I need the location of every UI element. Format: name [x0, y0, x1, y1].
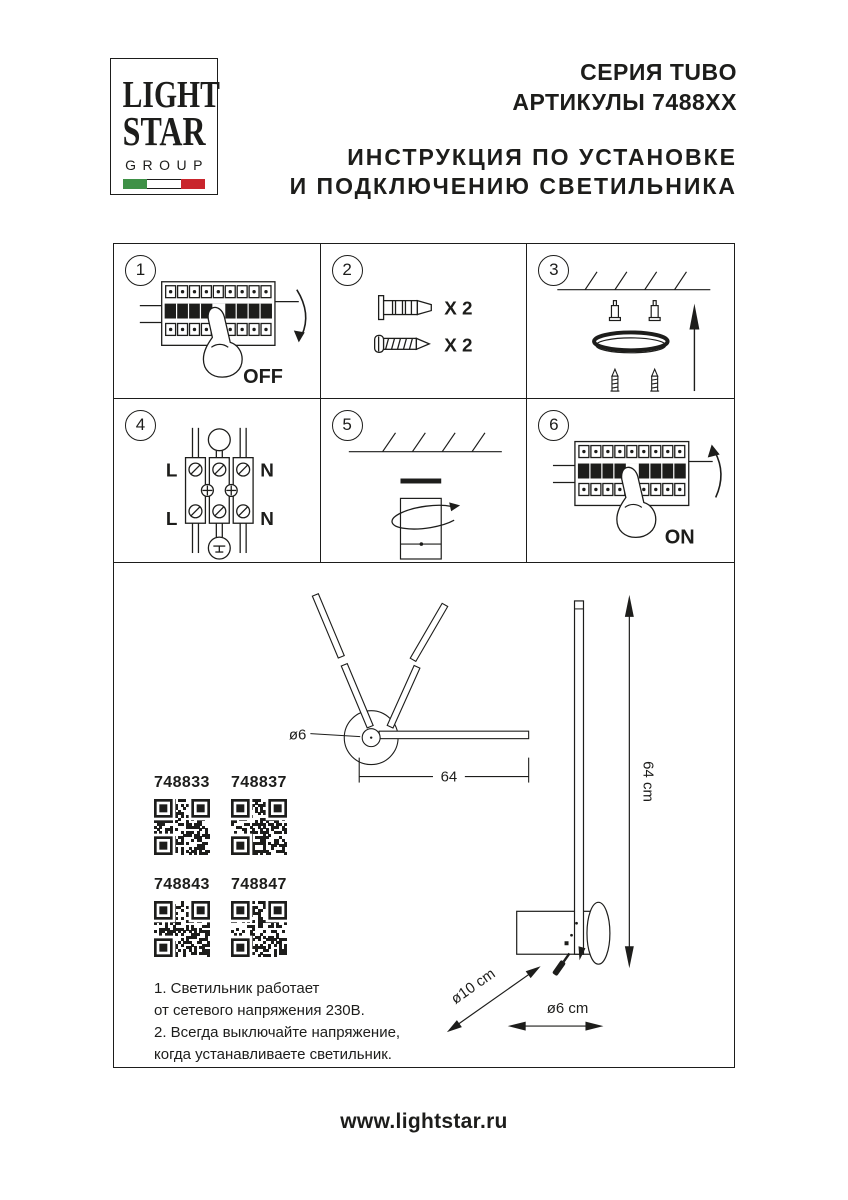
logo-word-light: LIGHT — [122, 74, 220, 116]
qr-code — [231, 799, 287, 855]
italian-flag-icon — [123, 179, 205, 189]
qr-code — [154, 901, 210, 957]
qr-item — [154, 774, 224, 855]
series-title: СЕРИЯ TUBO — [580, 59, 737, 85]
articles-title: АРТИКУЛЫ 7488XX — [512, 89, 737, 115]
arrow-down-icon — [294, 290, 306, 343]
step-cell-4 — [114, 399, 321, 562]
height-dimension — [625, 595, 634, 968]
tube-length-label: 64 — [440, 768, 458, 786]
note-line: когда устанавливаете светильник. — [154, 1046, 392, 1063]
ceiling-hatch — [558, 272, 711, 290]
lightstar-logo — [110, 58, 218, 195]
flag-green-stripe — [123, 179, 147, 189]
screw-icon — [611, 369, 660, 391]
screwdriver-icon — [552, 952, 572, 977]
safety-notes — [154, 978, 400, 1066]
flag-red-stripe — [181, 179, 205, 189]
step-number-badge: 2 — [332, 255, 363, 286]
step-number-badge: 6 — [538, 410, 569, 441]
step-number-badge: 1 — [125, 255, 156, 286]
arrow-up-icon — [708, 445, 721, 498]
dowel-icon — [378, 296, 431, 320]
step-number-badge: 5 — [332, 410, 363, 441]
mount-depth-label: ø10 cm — [447, 965, 499, 1008]
logo-word-star: STAR — [122, 108, 206, 154]
step-cell-1 — [114, 244, 321, 399]
neutral-label-top: N — [260, 459, 274, 481]
off-label: OFF — [243, 366, 283, 389]
step-number-badge: 4 — [125, 410, 156, 441]
step-cell-2 — [321, 244, 528, 399]
arrow-up-icon — [690, 304, 700, 391]
line-label-top: L — [165, 459, 178, 481]
article-number: 748837 — [231, 774, 287, 791]
lamp-side-view — [447, 595, 656, 1032]
flag-white-stripe — [147, 179, 181, 189]
ceiling-hatch — [348, 433, 501, 452]
instruction-title-line1: ИНСТРУКЦИЯ ПО УСТАНОВКЕ — [347, 144, 737, 170]
mount-diameter-dimension — [508, 1022, 604, 1031]
on-label: ON — [665, 526, 696, 549]
logo-word-group: GROUP — [125, 157, 209, 173]
note-line: 1. Светильник работает — [154, 980, 320, 997]
dowel-icon — [610, 301, 661, 321]
mount-plate-icon — [400, 479, 441, 484]
mounting-plate-icon — [594, 332, 668, 352]
dowel-count-label: X 2 — [443, 297, 473, 319]
step-cell-5 — [321, 399, 528, 562]
dimensions-panel — [113, 563, 735, 1068]
mount-diameter-label: ø6 cm — [546, 1000, 589, 1018]
qr-item — [231, 876, 301, 957]
qr-item — [231, 774, 301, 855]
qr-item — [154, 876, 224, 957]
tube-diameter-label: ø6 — [288, 726, 307, 744]
qr-code — [154, 799, 210, 855]
lamp-height-label: 64 cm — [639, 761, 657, 802]
neutral-label-bottom: N — [260, 508, 274, 530]
installation-steps-grid — [113, 243, 735, 563]
screw-icon — [374, 335, 429, 352]
step-cell-6 — [527, 399, 734, 562]
screw-count-label: X 2 — [443, 334, 473, 356]
step-number-badge: 3 — [538, 255, 569, 286]
line-label-bottom: L — [165, 508, 178, 530]
article-number: 748847 — [231, 876, 287, 893]
instruction-title-line2: И ПОДКЛЮЧЕНИЮ СВЕТИЛЬНИКА — [289, 173, 737, 199]
website-url: www.lightstar.ru — [340, 1110, 508, 1133]
article-number: 748843 — [154, 876, 210, 893]
step-cell-3 — [527, 244, 734, 399]
note-line: 2. Всегда выключайте напряжение, — [154, 1024, 401, 1041]
document-titles — [290, 57, 737, 201]
qr-code — [231, 901, 287, 957]
article-number: 748833 — [154, 774, 210, 791]
note-line: от сетевого напряжения 230В. — [154, 1002, 365, 1019]
lamp-top-view — [289, 594, 529, 786]
